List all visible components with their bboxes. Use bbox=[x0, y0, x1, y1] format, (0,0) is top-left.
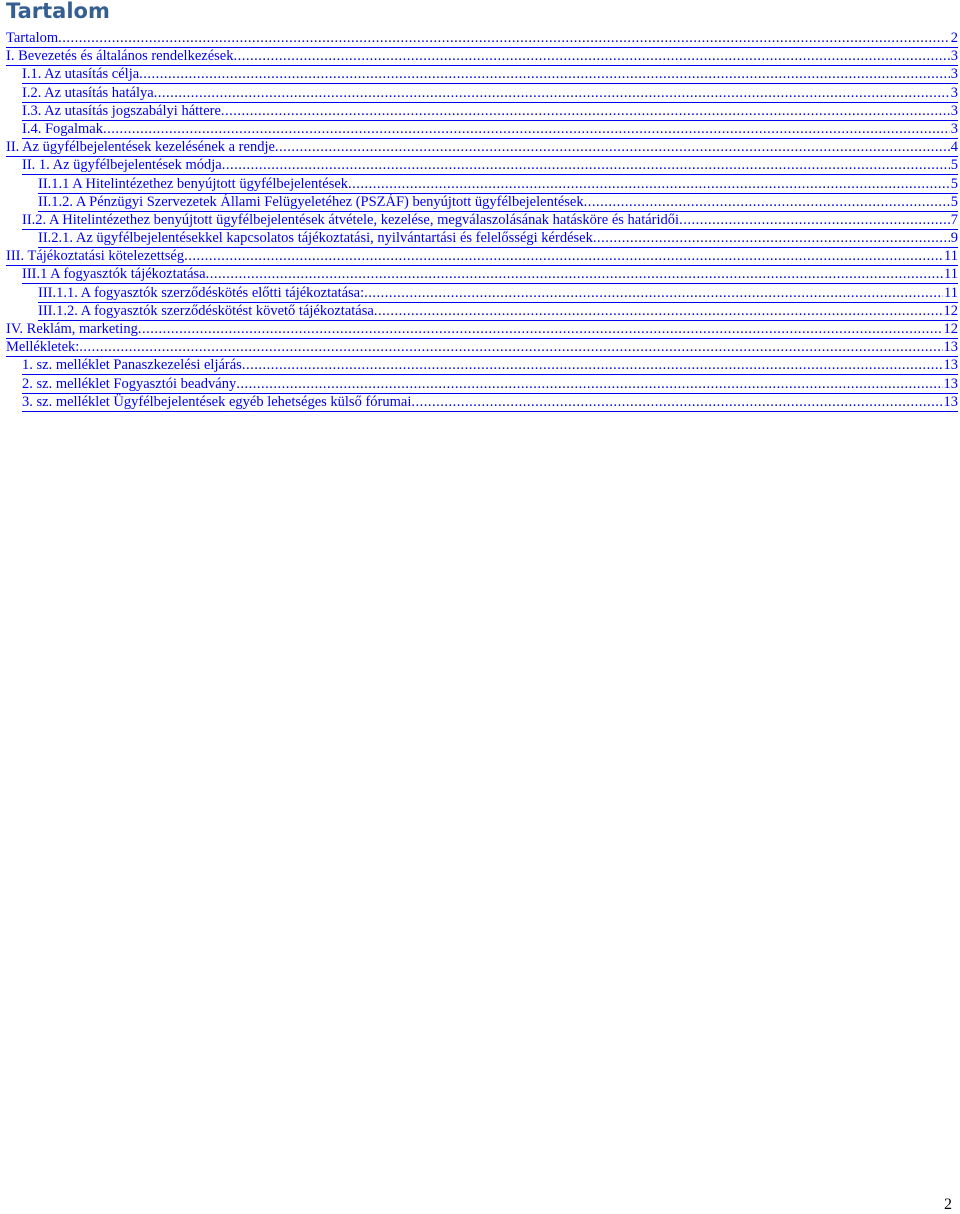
toc-entry[interactable] bbox=[6, 139, 958, 157]
toc-entry-page: 3 bbox=[950, 102, 958, 119]
table-of-contents bbox=[6, 30, 958, 412]
toc-entry[interactable] bbox=[6, 285, 958, 303]
toc-entry[interactable] bbox=[6, 121, 958, 139]
toc-entry-page: 5 bbox=[950, 157, 958, 174]
toc-entry-page: 13 bbox=[943, 357, 958, 374]
toc-entry-page: 3 bbox=[950, 120, 958, 137]
toc-entry-page: 12 bbox=[943, 321, 958, 337]
toc-entry-title: IV. Reklám, marketing bbox=[6, 321, 138, 337]
toc-entry[interactable] bbox=[6, 85, 958, 103]
toc-entry-title: 3. sz. melléklet Ügyfélbejelentések egyéb lehetséges külső fórumai bbox=[22, 393, 412, 410]
toc-entry-title: Tartalom bbox=[6, 30, 59, 46]
toc-entry[interactable] bbox=[6, 339, 958, 357]
toc-entry-title: III.1.2. A fogyasztók szerződéskötést követő tájékoztatása bbox=[38, 302, 374, 319]
toc-entry-title: 2. sz. melléklet Fogyasztói beadvány bbox=[22, 375, 237, 392]
toc-entry[interactable] bbox=[6, 266, 958, 284]
toc-entry-title: 1. sz. melléklet Panaszkezelési eljárás bbox=[22, 357, 242, 374]
toc-entry-page: 7 bbox=[950, 211, 958, 228]
toc-entry-page: 4 bbox=[950, 139, 958, 156]
toc-entry[interactable] bbox=[6, 376, 958, 394]
toc-entry-page: 3 bbox=[950, 48, 958, 65]
toc-entry-title: I. Bevezetés és általános rendelkezések bbox=[6, 48, 234, 65]
toc-entry-page: 11 bbox=[944, 248, 958, 265]
toc-entry[interactable] bbox=[6, 394, 958, 412]
toc-entry[interactable] bbox=[6, 321, 958, 339]
toc-entry[interactable] bbox=[6, 212, 958, 230]
toc-entry-title: II.1.2. A Pénzügyi Szervezetek Állami Felügyeletéhez (PSZÁF) benyújtott ügyfélbejelentések bbox=[38, 193, 584, 210]
toc-entry[interactable] bbox=[6, 357, 958, 375]
toc-entry-title: II. Az ügyfélbejelentések kezelésének a rendje bbox=[6, 139, 275, 156]
toc-entry[interactable] bbox=[6, 103, 958, 121]
toc-entry-page: 13 bbox=[943, 375, 958, 392]
toc-heading: Tartalom bbox=[6, 0, 110, 23]
toc-entry-page: 12 bbox=[943, 302, 958, 319]
toc-entry[interactable] bbox=[6, 30, 958, 48]
toc-entry-title: I.4. Fogalmak bbox=[22, 120, 103, 137]
toc-entry-page: 11 bbox=[944, 266, 958, 283]
toc-entry-page: 3 bbox=[950, 84, 958, 101]
toc-entry-page: 5 bbox=[950, 175, 958, 192]
toc-entry-page: 9 bbox=[950, 230, 958, 247]
toc-entry[interactable] bbox=[6, 48, 958, 66]
toc-entry-title: II.1.1 A Hitelintézethez benyújtott ügyfélbejelentések bbox=[38, 175, 349, 192]
toc-entry[interactable] bbox=[6, 176, 958, 194]
toc-entry-title: II. 1. Az ügyfélbejelentések módja bbox=[22, 157, 222, 174]
toc-entry-page: 13 bbox=[943, 339, 958, 356]
toc-entry-title: I.1. Az utasítás célja bbox=[22, 66, 140, 83]
toc-entry-page: 13 bbox=[943, 393, 958, 410]
toc-entry-page: 2 bbox=[950, 30, 958, 46]
toc-entry[interactable] bbox=[6, 194, 958, 212]
toc-entry-page: 5 bbox=[950, 193, 958, 210]
toc-entry[interactable] bbox=[6, 230, 958, 248]
page-number: 2 bbox=[944, 1196, 952, 1213]
toc-entry-title: II.2. A Hitelintézethez benyújtott ügyfélbejelentések átvétele, kezelése, megválaszolásának hatásköre és határidői bbox=[22, 211, 680, 228]
toc-entry[interactable] bbox=[6, 248, 958, 266]
toc-entry-page: 11 bbox=[944, 284, 958, 301]
toc-entry[interactable] bbox=[6, 303, 958, 321]
toc-entry-title: III. Tájékoztatási kötelezettség bbox=[6, 248, 185, 265]
toc-entry-title: I.2. Az utasítás hatálya bbox=[22, 84, 154, 101]
toc-entry-title: III.1 A fogyasztók tájékoztatása bbox=[22, 266, 206, 283]
toc-entry-title: Mellékletek: bbox=[6, 339, 80, 356]
toc-entry-title: III.1.1. A fogyasztók szerződéskötés előtti tájékoztatása: bbox=[38, 284, 365, 301]
toc-entry-page: 3 bbox=[950, 66, 958, 83]
toc-entry-title: II.2.1. Az ügyfélbejelentésekkel kapcsolatos tájékoztatási, nyilvántartási és felelősségi kérdések bbox=[38, 230, 593, 247]
toc-entry[interactable] bbox=[6, 157, 958, 175]
toc-entry-title: I.3. Az utasítás jogszabályi háttere bbox=[22, 102, 221, 119]
toc-entry[interactable] bbox=[6, 66, 958, 84]
